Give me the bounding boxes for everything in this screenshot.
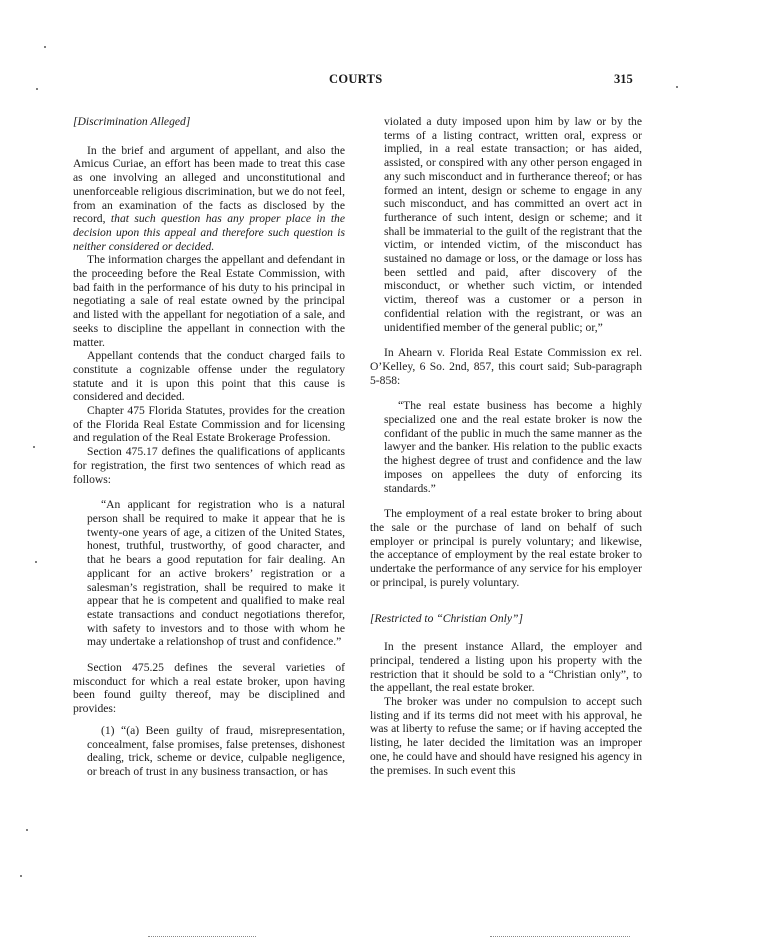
paragraph-1-emphasis: that such question has any proper place in the decision upon this appeal and therefore such question is neither considered or decided. (73, 212, 346, 253)
paragraph-2: The information charges the appellant and defendant in the proceeding before the Real Estate Commission, with bad faith in the performance of his duty to his principal in negotiating a sale of real estate owned by the principal and listed with the appellant for negotiation of a sale, and seeks to discipline the appellant in connection with the matter. (73, 253, 345, 349)
scan-speck (36, 88, 38, 90)
block-quote-475-25: (1) “(a) Been guilty of fraud, misrepresentation, concealment, false promises, false pretenses, dishonest dealing, trick, scheme or device, culpable negligence, or breach of trust in any business transaction, or has (87, 723, 345, 778)
paragraph-5: Section 475.17 defines the qualifications of applicants for registration, the first two sentences of which read as follows: (73, 445, 345, 486)
paragraph-6: Section 475.25 defines the several varieties of misconduct for which a real estate broker, upon having been found guilty thereof, may be disciplined and provides: (73, 661, 345, 716)
scan-speck (676, 86, 678, 88)
page-number: 315 (614, 72, 633, 86)
scan-speck (26, 829, 28, 831)
running-head: COURTS (329, 72, 383, 86)
paragraph-8: The employment of a real estate broker to bring about the sale or the purchase of land on behalf of such employer or principal is purely voluntary; and likewise, the acceptance of employment by the real estate broker to undertake the performance of any service for his employer or principal, is purely voluntary. (370, 507, 642, 589)
scan-speck (20, 875, 22, 877)
paragraph-9: In the present instance Allard, the employer and principal, tendered a listing upon his property with the restriction that it should be sold to a “Christian only”, to the appellant, the real estate broker. (370, 640, 642, 695)
block-quote-ahearn: “The real estate business has become a highly specialized one and the real estate broker is now the confidant of the public in much the same manner as the lawyer and the banker. His relation to the public exacts the highest degree of trust and confidence and the law imposes on appellees the duty of enforcing its standards.” (384, 399, 642, 495)
scan-speck (35, 561, 37, 563)
paragraph-10: The broker was under no compulsion to accept such listing and if its terms did not meet with his approval, he was at liberty to refuse the same; or if having accepted the listing, he later decided the limitation was an improper one, he could have and should have resigned his agency in the premises. In such event this (370, 695, 642, 777)
right-column (370, 115, 642, 777)
paragraph-1 (73, 144, 345, 254)
paragraph-4: Chapter 475 Florida Statutes, provides for the creation of the Florida Real Estate Commission and for licensing and regulation of the Real Estate Brokerage Profession. (73, 404, 345, 445)
scan-speck (33, 446, 35, 448)
section-heading-discrimination: [Discrimination Alleged] (73, 115, 191, 128)
paragraph-7: In Ahearn v. Florida Real Estate Commission ex rel. O’Kelley, 6 So. 2nd, 857, this court said; Sub-paragraph 5-858: (370, 346, 642, 387)
paragraph-1-text: In the brief and argument of appellant, and also the Amicus Curiae, an effort has been made to treat this case as one involving an alleged and unconstitutional and unenforceable religious discrimination, but we do not feel, from an examination of the facts as disclosed by the record, (73, 143, 345, 226)
left-column (73, 115, 345, 779)
paragraph-3: Appellant contends that the conduct charged fails to constitute a cognizable offense under the regulatory statute and it is upon this point that this cause is considered and decided. (73, 349, 345, 404)
scan-speck (44, 46, 46, 48)
block-quote-475-25-continued: violated a duty imposed upon him by law or by the terms of a listing contract, written oral, express or implied, in a real estate transaction; or has aided, assisted, or conspired with any other person engaged in any such misconduct and in furtherance thereof; or has formed an intent, design or scheme to engage in any such misconduct, and has committed an overt act in furtherance of such intent, design or scheme; and it shall be immaterial to the guilt of the registrant that the victim, or intended victim, of the misconduct has sustained no damage or loss, or the damage or loss has been settled and paid, after discovery of the misconduct, or whether such victim, or intended victim, thereof was a customer or a person in confidential relation with the registrant, or was an unidentified member of the general public; or,” (384, 115, 642, 334)
block-quote-475-17: “An applicant for registration who is a natural person shall be required to make it appear that he is twenty-one years of age, a citizen of the United States, honest, truthful, trustworthy, of good character, and that he bears a good reputation for fair dealing. An applicant for an active brokers’ registration or a salesman’s registration, shall be required to make it appear that he is competent and qualified to make real estate transactions and conduct negotiations therefor, with safety to investors and to those with whom he may undertake a relationshop of trust and confidence.” (87, 498, 345, 649)
scan-footer-mark (148, 936, 256, 938)
section-heading-christian-only: [Restricted to “Christian Only”] (370, 611, 523, 625)
scan-footer-mark (490, 936, 630, 938)
